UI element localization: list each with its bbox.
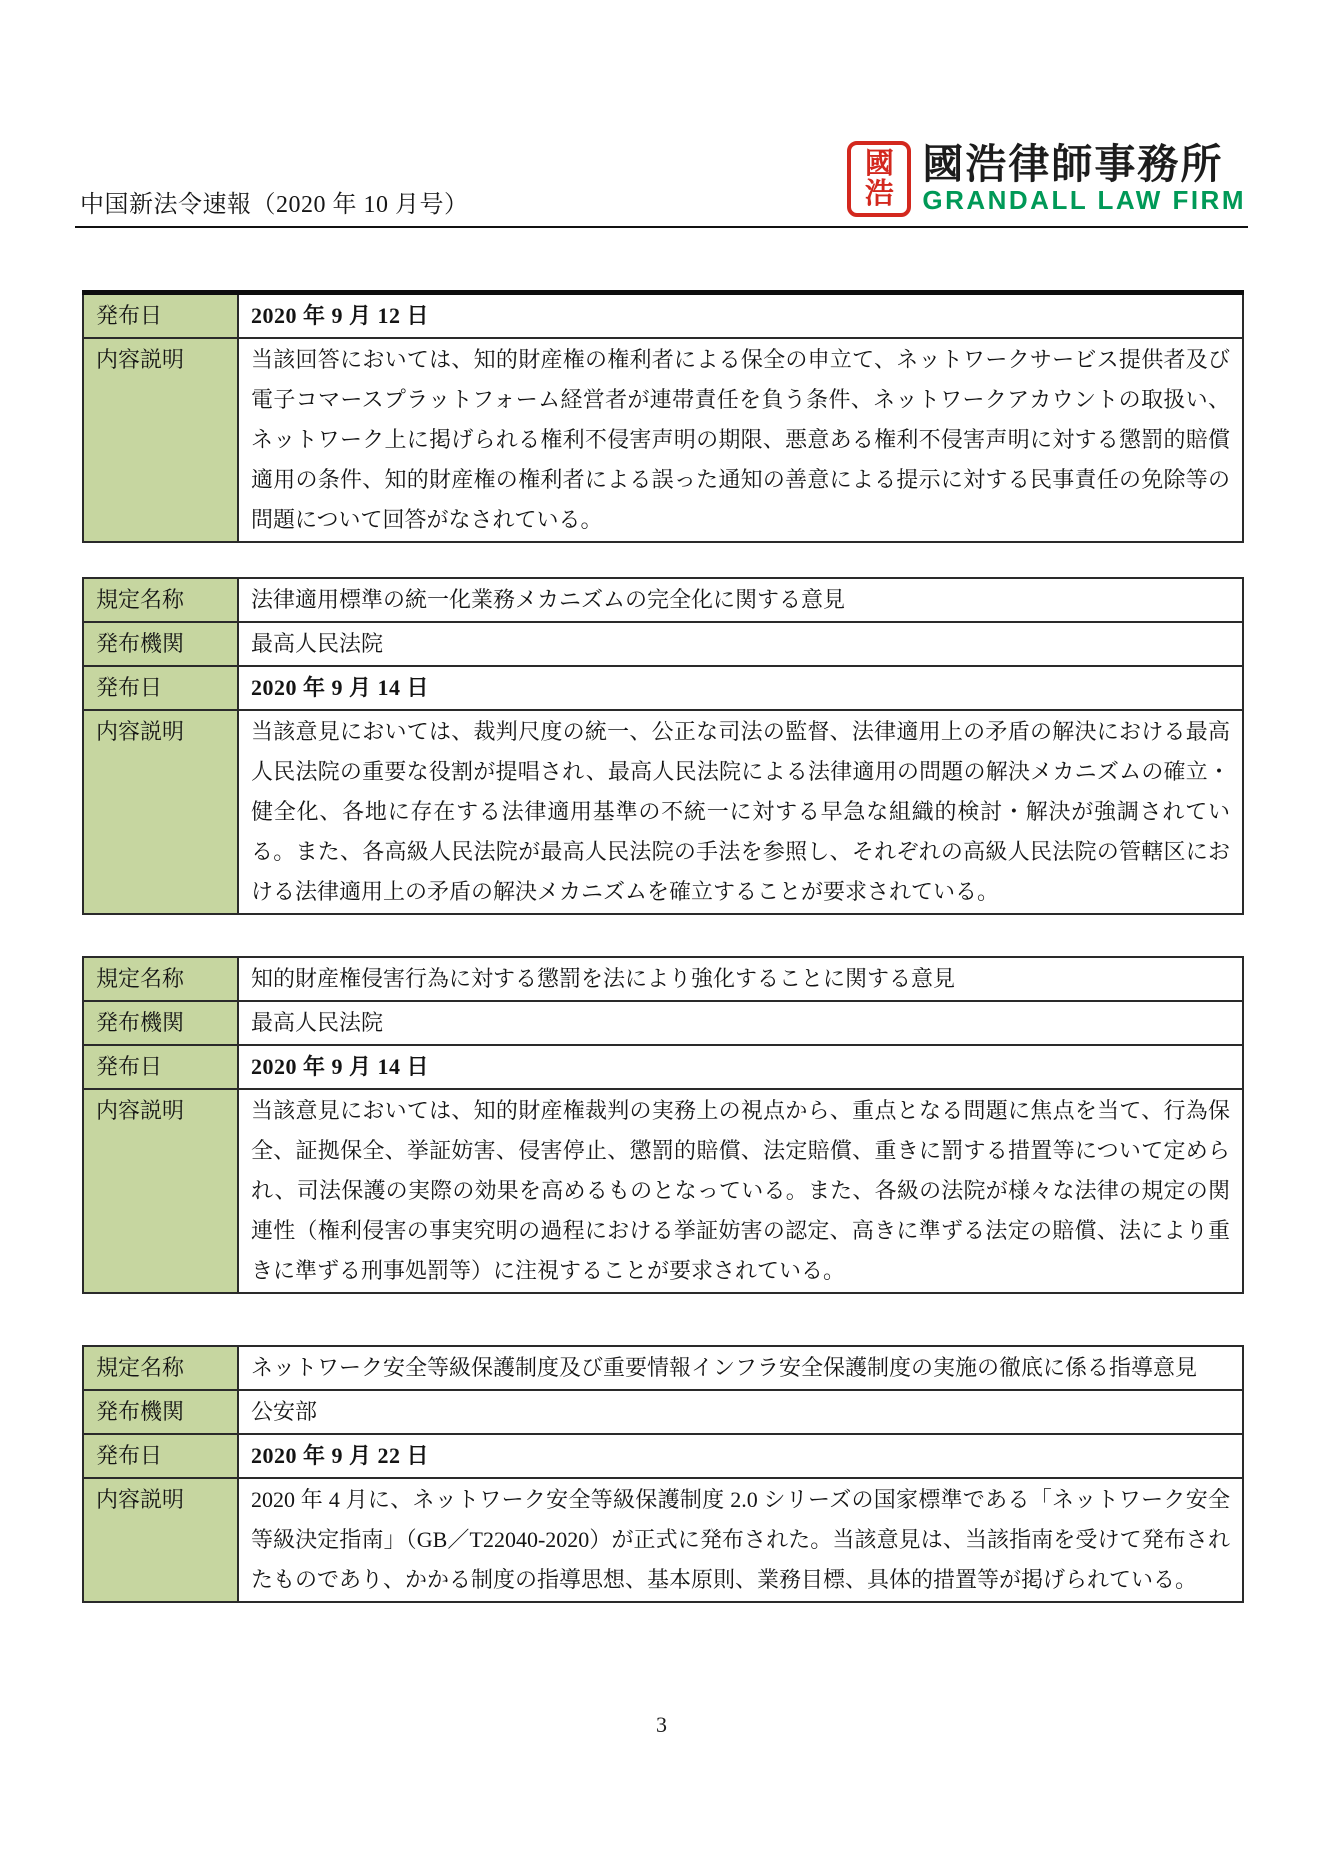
seal-char-bottom: 浩 [864, 178, 894, 210]
row-value-cell: 当該回答においては、知的財産権の権利者による保全の申立て、ネットワークサービス提供者及び電子コマースプラットフォーム経営者が連帯責任を負う条件、ネットワークアカウントの取扱い、ネットワーク上に掲げられる権利不侵害声明の期限、悪意ある権利不侵害声明に対する懲罰的賠償適用の条件、知的財産権の権利者による誤った通知の善意による提示に対する民事責任の免除等の問題について回答がなされている。 [238, 338, 1243, 542]
table-row [83, 338, 1243, 542]
page-number: 3 [656, 1712, 667, 1737]
row-label-cell: 規定名称 [83, 957, 238, 1001]
table-guidance-network-security [82, 1345, 1244, 1603]
row-label-cell: 内容説明 [83, 710, 238, 914]
row-value-cell: 当該意見においては、知的財産権裁判の実務上の視点から、重点となる問題に焦点を当て、行為保全、証拠保全、挙証妨害、侵害停止、懲罰的賠償、法定賠償、重きに罰する措置等について定められ、司法保護の実際の効果を高めるものとなっている。また、各級の法院が様々な法律の規定の関連性（権利侵害の事実究明の過程における挙証妨害の認定、高きに準ずる法定の賠償、法により重きに準ずる刑事処罰等）に注視することが要求されている。 [238, 1089, 1243, 1293]
table-row [83, 957, 1243, 1001]
row-value-cell: 当該意見においては、裁判尺度の統一、公正な司法の監督、法律適用上の矛盾の解決における最高人民法院の重要な役割が提唱され、最高人民法院による法律適用の問題の解決メカニズムの確立・健全化、各地に存在する法律適用基準の不統一に対する早急な組織的検討・解決が強調されている。また、各高級人民法院が最高人民法院の手法を参照し、それぞれの高級人民法院の管轄区における法律適用上の矛盾の解決メカニズムを確立することが要求されている。 [238, 710, 1243, 914]
table-row [83, 578, 1243, 622]
row-label-cell: 規定名称 [83, 578, 238, 622]
seal-char-top: 國 [864, 147, 894, 180]
row-value-cell: 最高人民法院 [238, 1001, 1243, 1045]
row-label-cell: 発布日 [83, 1045, 238, 1089]
table-reply-2020-09-12 [82, 290, 1244, 543]
row-label-cell: 内容説明 [83, 338, 238, 542]
row-value-cell: 法律適用標準の統一化業務メカニズムの完全化に関する意見 [238, 578, 1243, 622]
table-opinion-ip-punishment [82, 956, 1244, 1294]
table-opinion-law-application [82, 577, 1244, 915]
firm-name-cjk: 國浩律師事務所 [922, 140, 1224, 187]
row-value-cell: ネットワーク安全等級保護制度及び重要情報インフラ安全保護制度の実施の徹底に係る指導意見 [238, 1346, 1243, 1390]
row-value-cell: 知的財産権侵害行為に対する懲罰を法により強化することに関する意見 [238, 957, 1243, 1001]
table-row [83, 710, 1243, 914]
row-value-cell: 2020 年 9 月 12 日 [238, 293, 1243, 339]
row-value-cell: 2020 年 9 月 14 日 [238, 666, 1243, 710]
row-label-cell: 発布機関 [83, 1001, 238, 1045]
table-row [83, 1089, 1243, 1293]
table-row [83, 1346, 1243, 1390]
firm-name-en: GRANDALL LAW FIRM [922, 184, 1246, 215]
row-label-cell: 内容説明 [83, 1478, 238, 1602]
row-value-cell: 2020 年 9 月 22 日 [238, 1434, 1243, 1478]
row-label-cell: 発布日 [83, 1434, 238, 1478]
table-row [83, 1434, 1243, 1478]
page-title: 中国新法令速報（2020 年 10 月号） [80, 192, 469, 218]
row-value-cell: 2020 年 4 月に、ネットワーク安全等級保護制度 2.0 シリーズの国家標準である「ネットワーク安全等級決定指南」（GB／T22040-2020）が正式に発布された。当該意見は、当該指南を受けて発布されたものであり、かかる制度の指導思想、基本原則、業務目標、具体的措置等が掲げられている。 [238, 1478, 1243, 1602]
table-row [83, 1390, 1243, 1434]
row-label-cell: 発布機関 [83, 622, 238, 666]
row-label-cell: 発布機関 [83, 1390, 238, 1434]
row-value-cell: 2020 年 9 月 14 日 [238, 1045, 1243, 1089]
table-row [83, 666, 1243, 710]
table-row [83, 1001, 1243, 1045]
table-row [83, 622, 1243, 666]
row-label-cell: 発布日 [83, 666, 238, 710]
row-label-cell: 規定名称 [83, 1346, 238, 1390]
row-value-cell: 公安部 [238, 1390, 1243, 1434]
row-value-cell: 最高人民法院 [238, 622, 1243, 666]
table-row [83, 293, 1243, 339]
row-label-cell: 発布日 [83, 293, 238, 339]
table-row [83, 1478, 1243, 1602]
table-row [83, 1045, 1243, 1089]
row-label-cell: 内容説明 [83, 1089, 238, 1293]
